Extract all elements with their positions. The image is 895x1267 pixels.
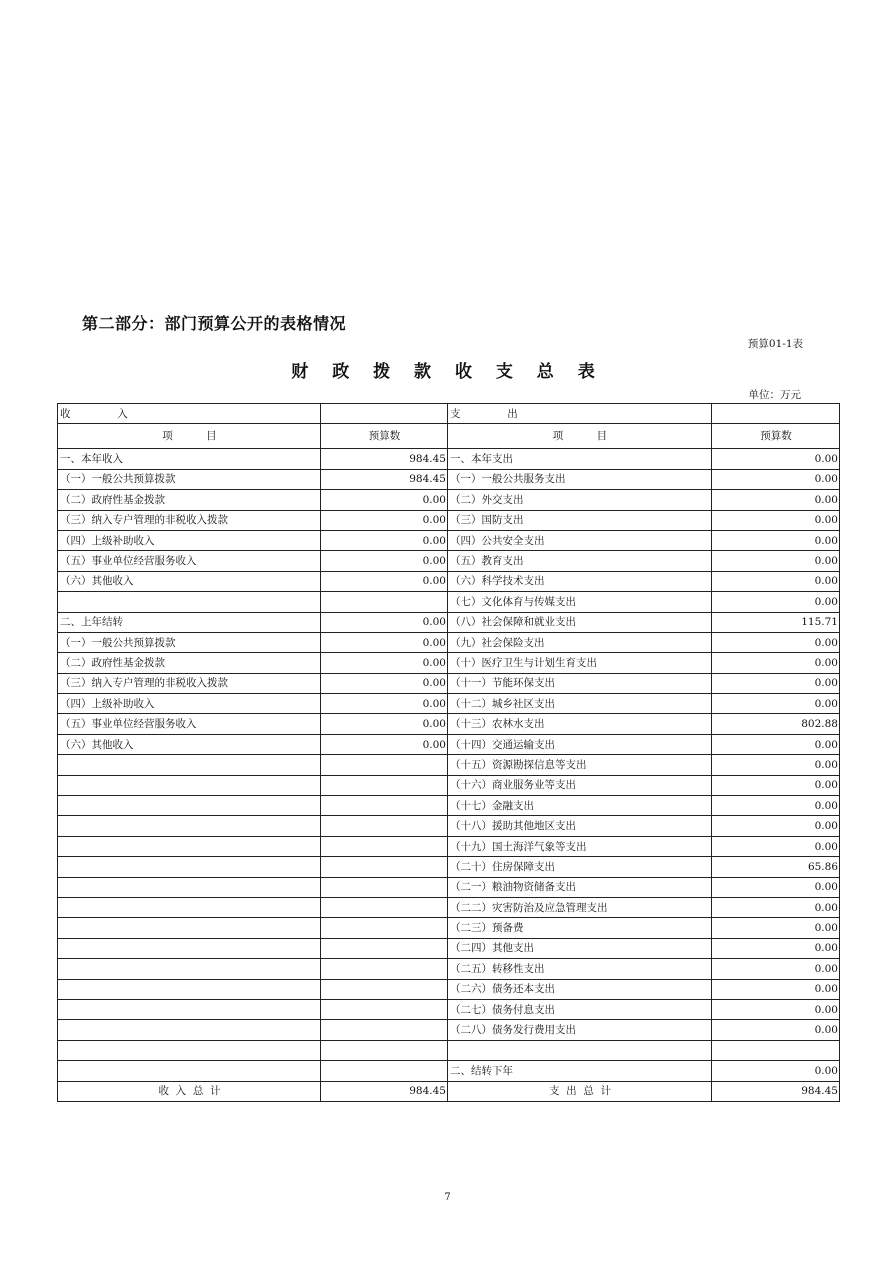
- table-row: [58, 775, 840, 795]
- table-row: [58, 836, 840, 856]
- income-item-cell: （五）事业单位经营服务收入: [58, 714, 321, 734]
- income-value-cell: [321, 938, 448, 958]
- expense-value-cell: 0.00: [712, 836, 840, 856]
- expense-value-cell: 0.00: [712, 755, 840, 775]
- income-item-cell: （三）纳入专户管理的非税收入拨款: [58, 510, 321, 530]
- expense-item-cell: （二七）债务付息支出: [448, 999, 712, 1019]
- income-value-cell: [321, 1040, 448, 1060]
- section-title: 第二部分：部门预算公开的表格情况: [82, 314, 347, 333]
- income-item-cell: [58, 938, 321, 958]
- income-total-label: 收 入 总 计: [58, 1081, 321, 1101]
- expense-item-cell: （五）教育支出: [448, 551, 712, 571]
- expense-value-cell: 0.00: [712, 653, 840, 673]
- expense-value-cell: 0.00: [712, 469, 840, 489]
- expense-value-cell: 0.00: [712, 490, 840, 510]
- income-value-cell: [321, 877, 448, 897]
- expense-value-cell: 0.00: [712, 796, 840, 816]
- expense-item-cell: （十一）节能环保支出: [448, 673, 712, 693]
- header-row-columns: [58, 424, 840, 449]
- expense-item-cell: （二十）住房保障支出: [448, 857, 712, 877]
- income-item-cell: （四）上级补助收入: [58, 694, 321, 714]
- income-value-cell: 0.00: [321, 510, 448, 530]
- expense-value-cell: 0.00: [712, 938, 840, 958]
- expense-item-cell: （十五）资源勘探信息等支出: [448, 755, 712, 775]
- table-row: [58, 632, 840, 652]
- income-value-cell: [321, 897, 448, 917]
- income-item-cell: [58, 918, 321, 938]
- expense-item-cell: （四）公共安全支出: [448, 530, 712, 550]
- expense-value-cell: 0.00: [712, 571, 840, 591]
- expense-item-cell: （十七）金融支出: [448, 796, 712, 816]
- expense-value-cell: 0.00: [712, 530, 840, 550]
- income-item-header: 项 目: [58, 424, 321, 449]
- income-value-cell: [321, 999, 448, 1019]
- expense-value-cell: 0.00: [712, 734, 840, 754]
- expense-item-cell: （二五）转移性支出: [448, 959, 712, 979]
- expense-item-cell: （八）社会保障和就业支出: [448, 612, 712, 632]
- expense-value-cell: 0.00: [712, 510, 840, 530]
- income-value-cell: 0.00: [321, 673, 448, 693]
- income-item-cell: [58, 857, 321, 877]
- income-value-cell: [321, 816, 448, 836]
- expense-item-cell: （二三）预备费: [448, 918, 712, 938]
- table-row: [58, 816, 840, 836]
- expense-value-cell: 0.00: [712, 877, 840, 897]
- income-value-cell: 0.00: [321, 734, 448, 754]
- expense-value-cell: 0.00: [712, 816, 840, 836]
- income-item-cell: 二、上年结转: [58, 612, 321, 632]
- income-value-cell: [321, 836, 448, 856]
- expense-item-cell: （二一）粮油物资储备支出: [448, 877, 712, 897]
- income-item-cell: （六）其他收入: [58, 571, 321, 591]
- income-item-cell: [58, 979, 321, 999]
- table-row: [58, 755, 840, 775]
- expense-item-cell: （十三）农林水支出: [448, 714, 712, 734]
- table-row: [58, 571, 840, 591]
- expense-item-cell: （十四）交通运输支出: [448, 734, 712, 754]
- income-item-cell: （一）一般公共预算拨款: [58, 632, 321, 652]
- income-value-cell: 0.00: [321, 714, 448, 734]
- income-value-cell: 0.00: [321, 632, 448, 652]
- expense-value-cell: 0.00: [712, 897, 840, 917]
- expense-item-cell: （九）社会保险支出: [448, 632, 712, 652]
- table-row: [58, 510, 840, 530]
- expense-header-blank: [712, 404, 840, 424]
- table-row: [58, 1061, 840, 1081]
- income-value-cell: 0.00: [321, 612, 448, 632]
- expense-item-cell: （二二）灾害防治及应急管理支出: [448, 897, 712, 917]
- income-item-cell: [58, 959, 321, 979]
- table-row: [58, 979, 840, 999]
- expense-item-header: 项 目: [448, 424, 712, 449]
- page-number: 7: [444, 1192, 451, 1203]
- table-row: [58, 959, 840, 979]
- table-row: [58, 796, 840, 816]
- table-row: [58, 490, 840, 510]
- income-item-cell: [58, 755, 321, 775]
- expense-value-cell: 65.86: [712, 857, 840, 877]
- expense-value-cell: 0.00: [712, 592, 840, 612]
- income-header-blank: [321, 404, 448, 424]
- income-item-cell: [58, 1040, 321, 1060]
- expense-value-cell: [712, 1040, 840, 1060]
- table-title: 财 政 拨 款 收 支 总 表: [291, 362, 604, 382]
- income-value-cell: 0.00: [321, 694, 448, 714]
- expense-item-cell: （六）科学技术支出: [448, 571, 712, 591]
- income-value-cell: 0.00: [321, 530, 448, 550]
- expense-item-cell: （十八）援助其他地区支出: [448, 816, 712, 836]
- table-row: [58, 592, 840, 612]
- table-row: [58, 999, 840, 1019]
- table-body: [58, 449, 840, 1081]
- expense-value-cell: 0.00: [712, 775, 840, 795]
- expense-item-cell: （二八）债务发行费用支出: [448, 1020, 712, 1040]
- expense-value-cell: 0.00: [712, 449, 840, 469]
- expense-value-cell: 115.71: [712, 612, 840, 632]
- income-item-cell: （一）一般公共预算拨款: [58, 469, 321, 489]
- table-row: [58, 938, 840, 958]
- table-row: [58, 918, 840, 938]
- income-value-cell: [321, 959, 448, 979]
- income-value-cell: [321, 1020, 448, 1040]
- income-value-cell: 0.00: [321, 571, 448, 591]
- income-item-cell: （二）政府性基金拨款: [58, 490, 321, 510]
- table-row: [58, 694, 840, 714]
- income-header: 收 入: [58, 404, 321, 424]
- table-row: [58, 612, 840, 632]
- expense-item-cell: （三）国防支出: [448, 510, 712, 530]
- table-row: [58, 530, 840, 550]
- expense-value-cell: 0.00: [712, 694, 840, 714]
- expense-item-cell: （一）一般公共服务支出: [448, 469, 712, 489]
- income-item-cell: （三）纳入专户管理的非税收入拨款: [58, 673, 321, 693]
- expense-item-cell: （十九）国土海洋气象等支出: [448, 836, 712, 856]
- income-item-cell: [58, 1020, 321, 1040]
- table-row: [58, 469, 840, 489]
- income-item-cell: [58, 897, 321, 917]
- table-row: [58, 714, 840, 734]
- income-value-cell: [321, 857, 448, 877]
- income-item-cell: （二）政府性基金拨款: [58, 653, 321, 673]
- expense-budget-header: 预算数: [712, 424, 840, 449]
- table-row: [58, 551, 840, 571]
- income-value-cell: [321, 592, 448, 612]
- table-row: [58, 449, 840, 469]
- expense-total-value: 984.45: [712, 1081, 840, 1101]
- expense-item-cell: （二）外交支出: [448, 490, 712, 510]
- expense-item-cell: [448, 1040, 712, 1060]
- income-item-cell: [58, 999, 321, 1019]
- income-value-cell: [321, 979, 448, 999]
- income-item-cell: （四）上级补助收入: [58, 530, 321, 550]
- expense-value-cell: 0.00: [712, 918, 840, 938]
- income-value-cell: [321, 1061, 448, 1081]
- table-row: [58, 1040, 840, 1060]
- income-item-cell: [58, 877, 321, 897]
- expense-header: 支 出: [448, 404, 712, 424]
- unit-label: 单位：万元: [748, 389, 801, 401]
- expense-item-cell: （七）文化体育与传媒支出: [448, 592, 712, 612]
- income-item-cell: [58, 816, 321, 836]
- table-row: [58, 857, 840, 877]
- expense-value-cell: 0.00: [712, 999, 840, 1019]
- expense-total-label: 支 出 总 计: [448, 1081, 712, 1101]
- expense-item-cell: （十）医疗卫生与计划生育支出: [448, 653, 712, 673]
- budget-table: [57, 403, 840, 1102]
- income-value-cell: [321, 918, 448, 938]
- income-value-cell: [321, 775, 448, 795]
- totals-row: [58, 1081, 840, 1101]
- income-value-cell: 984.45: [321, 469, 448, 489]
- income-value-cell: [321, 755, 448, 775]
- income-total-value: 984.45: [321, 1081, 448, 1101]
- income-item-cell: （六）其他收入: [58, 734, 321, 754]
- table-row: [58, 1020, 840, 1040]
- income-item-cell: [58, 796, 321, 816]
- expense-value-cell: 0.00: [712, 1020, 840, 1040]
- expense-value-cell: 802.88: [712, 714, 840, 734]
- table-row: [58, 897, 840, 917]
- form-number: 预算01-1表: [747, 338, 803, 350]
- income-value-cell: 0.00: [321, 551, 448, 571]
- income-item-cell: [58, 1061, 321, 1081]
- income-value-cell: [321, 796, 448, 816]
- income-item-cell: 一、本年收入: [58, 449, 321, 469]
- table-row: [58, 877, 840, 897]
- header-row-main: [58, 404, 840, 424]
- expense-value-cell: 0.00: [712, 979, 840, 999]
- income-item-cell: [58, 775, 321, 795]
- income-value-cell: 0.00: [321, 490, 448, 510]
- income-value-cell: 0.00: [321, 653, 448, 673]
- expense-value-cell: 0.00: [712, 551, 840, 571]
- table-row: [58, 734, 840, 754]
- expense-item-cell: （二四）其他支出: [448, 938, 712, 958]
- income-budget-header: 预算数: [321, 424, 448, 449]
- expense-item-cell: （十二）城乡社区支出: [448, 694, 712, 714]
- expense-value-cell: 0.00: [712, 632, 840, 652]
- income-item-cell: [58, 592, 321, 612]
- income-item-cell: [58, 836, 321, 856]
- table-row: [58, 653, 840, 673]
- income-value-cell: 984.45: [321, 449, 448, 469]
- expense-item-cell: 一、本年支出: [448, 449, 712, 469]
- expense-item-cell: 二、结转下年: [448, 1061, 712, 1081]
- expense-value-cell: 0.00: [712, 673, 840, 693]
- expense-item-cell: （十六）商业服务业等支出: [448, 775, 712, 795]
- expense-value-cell: 0.00: [712, 1061, 840, 1081]
- table-row: [58, 673, 840, 693]
- income-item-cell: （五）事业单位经营服务收入: [58, 551, 321, 571]
- expense-item-cell: （二六）债务还本支出: [448, 979, 712, 999]
- expense-value-cell: 0.00: [712, 959, 840, 979]
